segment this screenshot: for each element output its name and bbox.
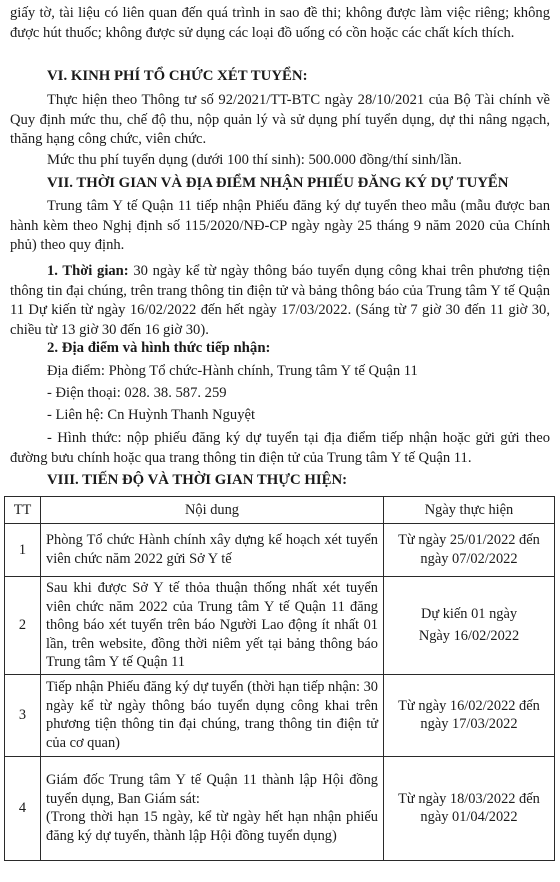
section-7-paragraph-1: Trung tâm Y tế Quận 11 tiếp nhận Phiếu đăng ký dự tuyển theo mẫu (mẫu được ban hành kèm theo Nghị định số 115/2020/NĐ-CP ngày ngày 25 tháng 9 năm 2020 của Chính phủ) theo quy định. — [10, 198, 550, 253]
header-content: Nội dung — [41, 497, 384, 524]
phone-line: - Điện thoại: 028. 38. 587. 259 — [47, 385, 227, 401]
row-content-text: (Trong thời hạn 15 ngày, kể từ ngày hết hạn nhận phiếu đăng ký dự tuyển, thành lập Hội đồng tuyển dụng) — [46, 809, 378, 845]
table-row — [5, 524, 555, 577]
section-7-place-heading: 2. Địa điểm và hình thức tiếp nhận: — [47, 340, 271, 356]
form-line: - Hình thức: nộp phiếu đăng ký dự tuyển tại địa điểm tiếp nhận hoặc gửi gửi theo đường bưu chính hoặc qua trang thông tin điện tử của Trung tâm Y tế Quận 11. — [10, 430, 550, 466]
row-content — [41, 524, 384, 577]
row-date-text: Ngày 16/02/2022 — [418, 628, 520, 645]
progress-table — [4, 496, 555, 861]
row-content-text: Sau khi được Sở Y tế thỏa thuận thống nhất xét tuyển viên chức năm 2022 của Trung tâm Y tế Quận 11 đăng thông báo xét tuyển trên báo Người Lao động ít nhất 01 lần, trên website, đồng thời niêm yết tại bảng thông báo Trung tâm Y tế Quận 11 — [46, 580, 378, 671]
row-date — [384, 577, 555, 675]
row-date — [384, 756, 555, 860]
row-content — [41, 674, 384, 756]
row-date-text: Từ ngày 16/02/2022 đến ngày 17/03/2022 — [398, 697, 540, 733]
row-content-text: Giám đốc Trung tâm Y tế Quận 11 thành lập Hội đồng tuyển dụng, Ban Giám sát: — [46, 772, 378, 807]
section-7-time-paragraph — [10, 262, 550, 340]
table-row — [5, 674, 555, 756]
row-number: 2 — [5, 577, 41, 675]
time-text: 30 ngày kể từ ngày thông báo tuyển dụng công khai trên phương tiện thông tin đại chúng, trên trang thông tin điện tử và bảng thông báo của Trung tâm Y tế Quận 11 Dự kiến từ ngày 16/02/2022 đến hết ngày 17/03/2022. (Sáng từ 7 giờ 30 đến 11 giờ 30, chiều từ 13 giờ 30 đến 16 giờ 30). — [10, 263, 551, 338]
section-7-heading: VII. THỜI GIAN VÀ ĐỊA ĐIỂM NHẬN PHIẾU ĐĂNG KÝ DỰ TUYỂN — [47, 175, 509, 191]
row-number: 1 — [5, 524, 41, 577]
row-content — [41, 577, 384, 675]
row-content-text: Tiếp nhận Phiếu đăng ký dự tuyển (thời hạn tiếp nhận: 30 ngày kể từ ngày thông báo tuyển dụng công khai trên phương tiện thông tin đại chúng, trang thông tin điện tử của cơ quan) — [46, 679, 378, 752]
row-number: 4 — [5, 756, 41, 860]
row-content-text: Phòng Tổ chức Hành chính xây dựng kế hoạch xét tuyển viên chức năm 2022 gửi Sở Y tế — [46, 532, 378, 567]
row-date-text: Từ ngày 25/01/2022 đến ngày 07/02/2022 — [398, 532, 540, 567]
row-content — [41, 756, 384, 860]
row-date-text: Dự kiến 01 ngày — [420, 605, 518, 622]
place-line: Địa điểm: Phòng Tổ chức-Hành chính, Trung tâm Y tế Quận 11 — [47, 363, 418, 379]
section-8-heading: VIII. TIẾN ĐỘ VÀ THỜI GIAN THỰC HIỆN: — [47, 472, 348, 488]
section-6-heading: VI. KINH PHÍ TỔ CHỨC XÉT TUYỂN: — [47, 68, 308, 84]
row-date-text: Từ ngày 18/03/2022 đến ngày 01/04/2022 — [398, 790, 540, 826]
table-header-row — [5, 497, 555, 524]
intro-continuation: giấy tờ, tài liệu có liên quan đến quá trình in sao đề thi; không được làm việc riêng; không được hút thuốc; không được sử dụng các loại đồ uống có cồn hoặc các chất kích thích. — [10, 5, 550, 41]
table-row — [5, 577, 555, 675]
row-date — [384, 524, 555, 577]
section-6-paragraph-1: Thực hiện theo Thông tư số 92/2021/TT-BTC ngày 28/10/2021 của Bộ Tài chính về Quy định mức thu, chế độ thu, nộp quản lý và sử dụng phí tuyển dụng, dự thi nâng ngạch, thăng hạng công chức, viên chức. — [10, 92, 550, 147]
contact-line: - Liên hệ: Cn Huỳnh Thanh Nguyệt — [47, 407, 256, 423]
header-date: Ngày thực hiện — [384, 497, 555, 524]
section-6-paragraph-2: Mức thu phí tuyển dụng (dưới 100 thí sinh): 500.000 đồng/thí sinh/lần. — [47, 152, 462, 168]
time-label: 1. Thời gian: — [47, 263, 129, 279]
row-date — [384, 674, 555, 756]
row-number: 3 — [5, 674, 41, 756]
header-tt: TT — [5, 497, 41, 524]
table-row — [5, 756, 555, 860]
